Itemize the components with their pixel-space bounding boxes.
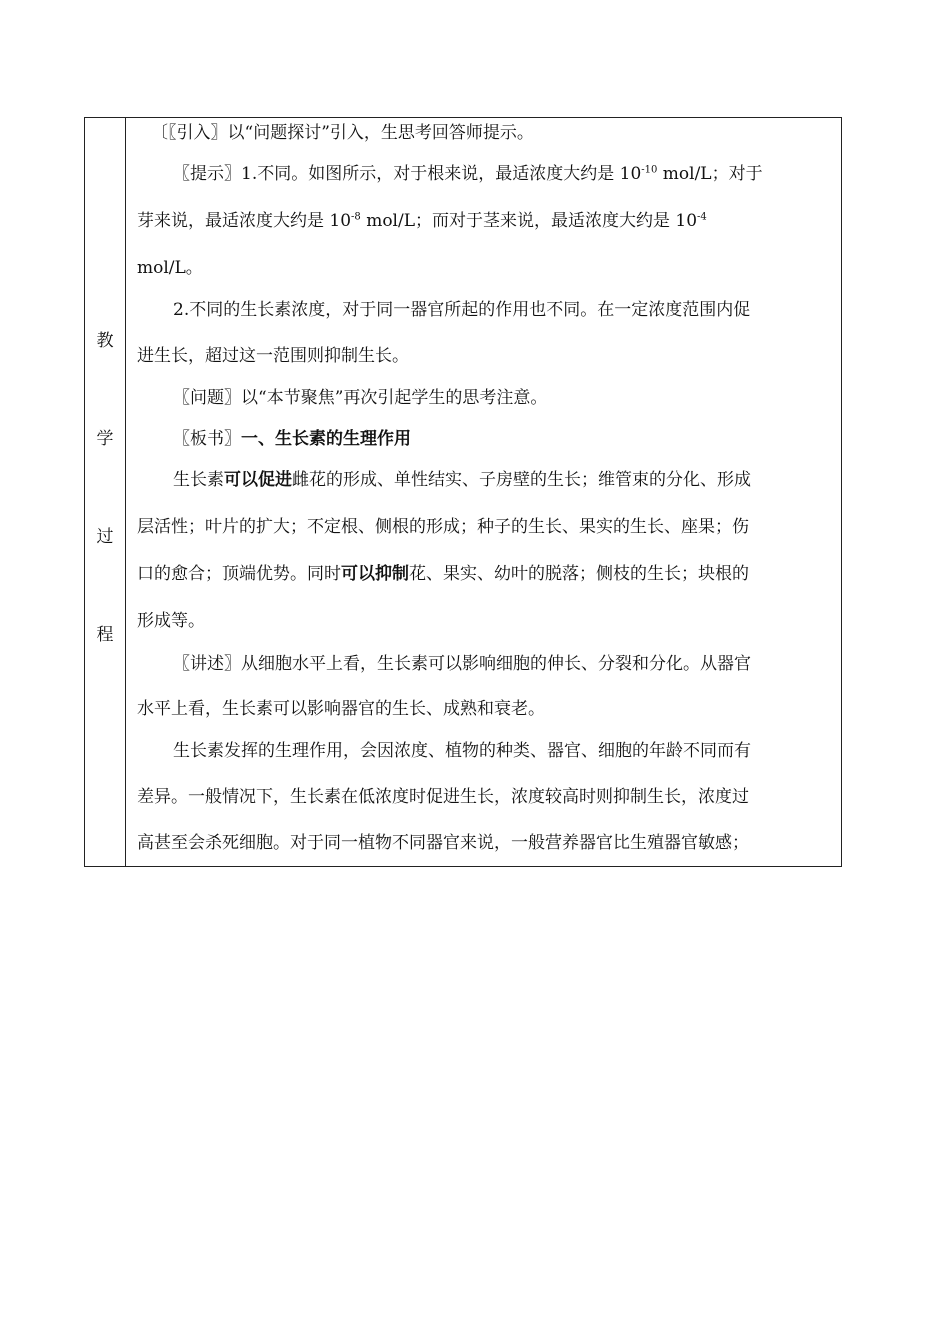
lecture-line-2: 水平上看，生长素可以影响器官的生长、成熟和衰老。 — [137, 699, 545, 719]
exponent: -4 — [697, 211, 707, 223]
hint-text: 芽来说，最适浓度大约是 10 — [137, 211, 352, 231]
difference-line-1: 生长素发挥的生理作用，会因浓度、植物的种类、器官、细胞的年龄不同而有 — [173, 741, 751, 761]
effects-text: 口的愈合；顶端优势。同时 — [137, 564, 341, 584]
exponent: -8 — [351, 211, 361, 223]
effects-bold: 可以促进 — [224, 470, 292, 490]
hint-line-3: mol/L。 — [137, 258, 203, 278]
difference-line-2: 差异。一般情况下，生长素在低浓度时促进生长，浓度较高时则抑制生长，浓度过 — [137, 787, 749, 807]
question-line: 〖问题〗以“本节聚焦”再次引起学生的思考注意。 — [173, 388, 548, 408]
section-label-cell — [85, 118, 126, 867]
effects-text: 花、果实、幼叶的脱落；侧枝的生长；块根的 — [409, 564, 749, 584]
section-label-char: 学 — [96, 429, 114, 449]
hint-text: 〖提示〗1.不同。如图所示，对于根来说，最适浓度大约是 10 — [173, 164, 642, 184]
difference-line-3: 高甚至会杀死细胞。对于同一植物不同器官来说，一般营养器官比生殖器官敏感； — [137, 833, 749, 853]
board-line — [173, 428, 411, 450]
section-label-char: 教 — [96, 331, 114, 351]
effects-bold: 可以抑制 — [341, 564, 409, 584]
effects-line-1 — [173, 469, 751, 491]
board-title: 一、生长素的生理作用 — [241, 429, 411, 449]
lecture-line-1: 〖讲述〗从细胞水平上看，生长素可以影响细胞的伸长、分裂和分化。从器官 — [173, 654, 751, 674]
exponent: -10 — [641, 164, 658, 176]
hint-text: mol/L；而对于茎来说，最适浓度大约是 10 — [360, 211, 698, 231]
hint-text: mol/L；对于 — [657, 164, 763, 184]
section-label-char: 过 — [96, 527, 114, 547]
effects-line-2: 层活性；叶片的扩大；不定根、侧根的形成；种子的生长、果实的生长、座果；伤 — [137, 517, 749, 537]
lesson-table — [84, 117, 842, 867]
effects-text: 雌花的形成、单性结实、子房壁的生长；维管束的分化、形成 — [292, 470, 751, 490]
effects-text: 生长素 — [173, 470, 224, 490]
hint-line-2 — [137, 210, 707, 232]
hint-line-1 — [173, 163, 763, 185]
section-label-char: 程 — [96, 625, 114, 645]
hint-point-2-line-2: 进生长，超过这一范围则抑制生长。 — [137, 346, 409, 366]
hint-point-2-line-1: 2.不同的生长素浓度，对于同一器官所起的作用也不同。在一定浓度范围内促 — [173, 300, 751, 320]
content-cell — [126, 118, 842, 867]
effects-line-3 — [137, 563, 749, 585]
intro-line: 〔〖引入〗以“问题探讨”引入，生思考回答师提示。 — [151, 123, 534, 143]
effects-line-4: 形成等。 — [137, 611, 205, 631]
board-prefix: 〖板书〗 — [173, 429, 241, 449]
